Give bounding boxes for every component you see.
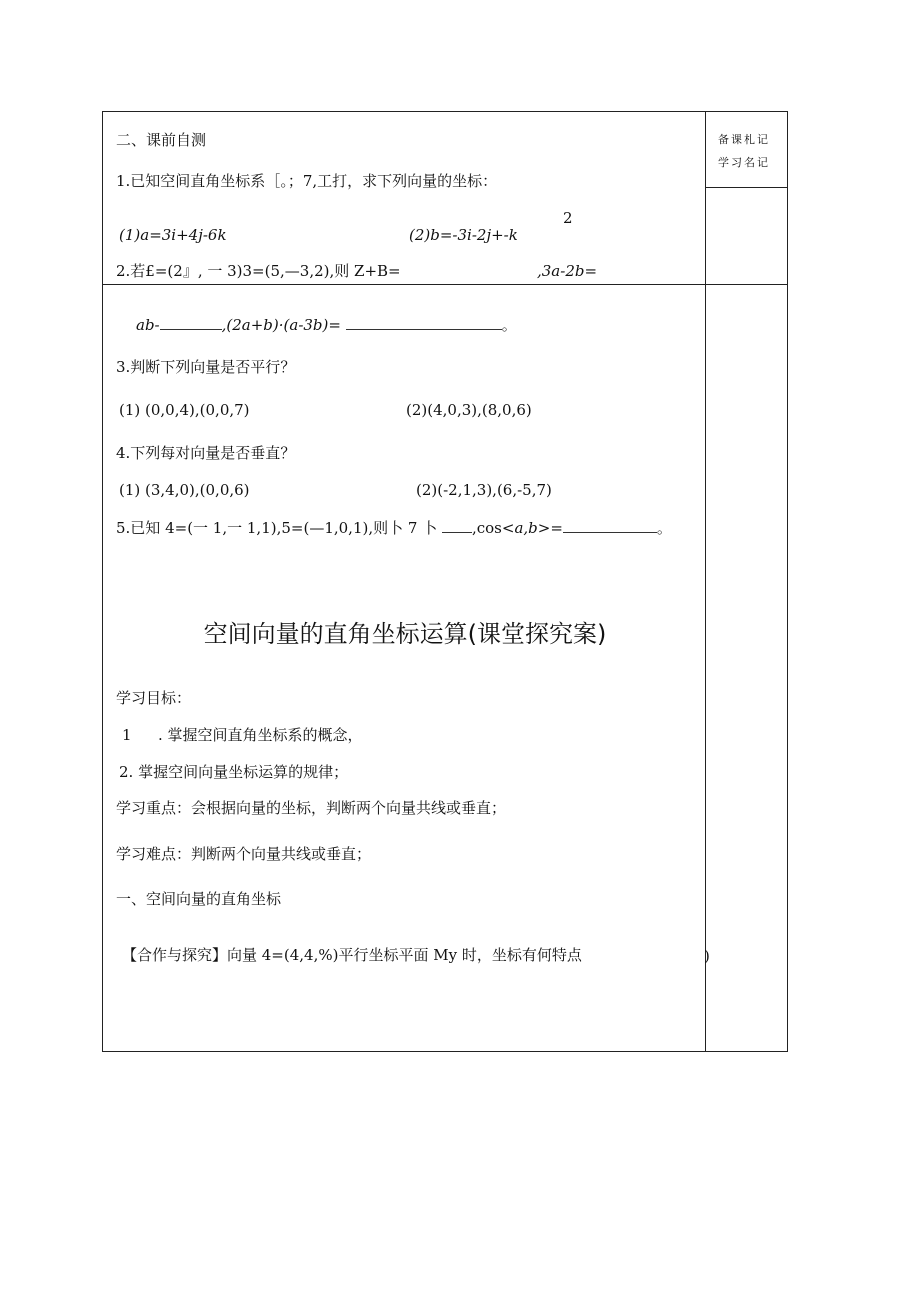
q2-expr-label: ,(2a+b)·(a-3b)= xyxy=(221,316,341,334)
q2-end-mark: 。 xyxy=(501,316,517,334)
goals-label: 学习目标： xyxy=(116,689,192,707)
q5-text: 5.已知 4=(一 1,一 1,1),5=(—1,0,1),则卜 7 卜 xyxy=(116,519,438,537)
q5-cos-label: ,cos< xyxy=(471,519,515,537)
q5-vectors: a,b xyxy=(514,519,538,537)
row-divider xyxy=(102,284,788,285)
question-1: 1.已知空间直角坐标系［。；7,工打，求下列向量的坐标： xyxy=(116,172,498,190)
question-1-a: (1)a=3i+4j-6k xyxy=(119,226,227,244)
pretest-heading: 二、课前自测 xyxy=(116,131,207,149)
question-4: 4.下列每对向量是否垂直？ xyxy=(116,444,296,462)
explore-prompt: 【合作与探究】向量 4=(4,4,%)平行坐标平面 My 时，坐标有何特点 xyxy=(122,946,582,964)
side-note-line2: 学习名记 xyxy=(718,156,770,169)
notes-column-divider xyxy=(705,111,706,1052)
notes-header-divider xyxy=(705,187,788,188)
question-3: 3.判断下列向量是否平行？ xyxy=(116,358,296,376)
question-4-b: (2)(-2,1,3),(6,-5,7) xyxy=(416,481,552,499)
q5-eq: >= xyxy=(537,519,563,537)
goal-1-number: 1 xyxy=(122,726,132,744)
side-note-line1: 备课札记 xyxy=(718,133,770,146)
question-3-b: (2)(4,0,3),(8,0,6) xyxy=(406,401,532,419)
answer-blank[interactable] xyxy=(346,315,502,330)
question-4-a: (1) (3,4,0),(0,0,6) xyxy=(119,481,250,499)
question-1-stray: 2 xyxy=(563,209,573,227)
answer-blank[interactable] xyxy=(442,518,472,533)
q2-ab-label: ab- xyxy=(136,316,160,334)
question-2-line2 xyxy=(136,315,517,335)
goal-2: 2. 掌握空间向量坐标运算的规律； xyxy=(119,763,349,781)
question-2-part1: 2.若£=(2』, 一 3)3=(5,—3,2),则 Z+B= xyxy=(116,262,401,280)
question-5 xyxy=(116,518,672,538)
table-frame xyxy=(102,111,788,1052)
goal-1: . 掌握空间直角坐标系的概念， xyxy=(158,726,363,744)
q5-end-mark: 。 xyxy=(656,519,672,537)
question-3-a: (1) (0,0,4),(0,0,7) xyxy=(119,401,250,419)
difficulty: 学习难点：判断两个向量共线或垂直； xyxy=(116,845,372,863)
explore-stray-mark: ) xyxy=(704,947,710,965)
question-2-part2: ,3a-2b= xyxy=(537,262,598,280)
section-1-heading: 一、空间向量的直角坐标 xyxy=(116,890,282,908)
key-point: 学习重点：会根据向量的坐标，判断两个向量共线或垂直； xyxy=(116,799,507,817)
question-1-b: (2)b=-3i-2j+-k xyxy=(409,226,518,244)
answer-blank[interactable] xyxy=(563,518,657,533)
lesson-title: 空间向量的直角坐标运算(课堂探究案) xyxy=(203,620,607,648)
answer-blank[interactable] xyxy=(160,315,222,330)
